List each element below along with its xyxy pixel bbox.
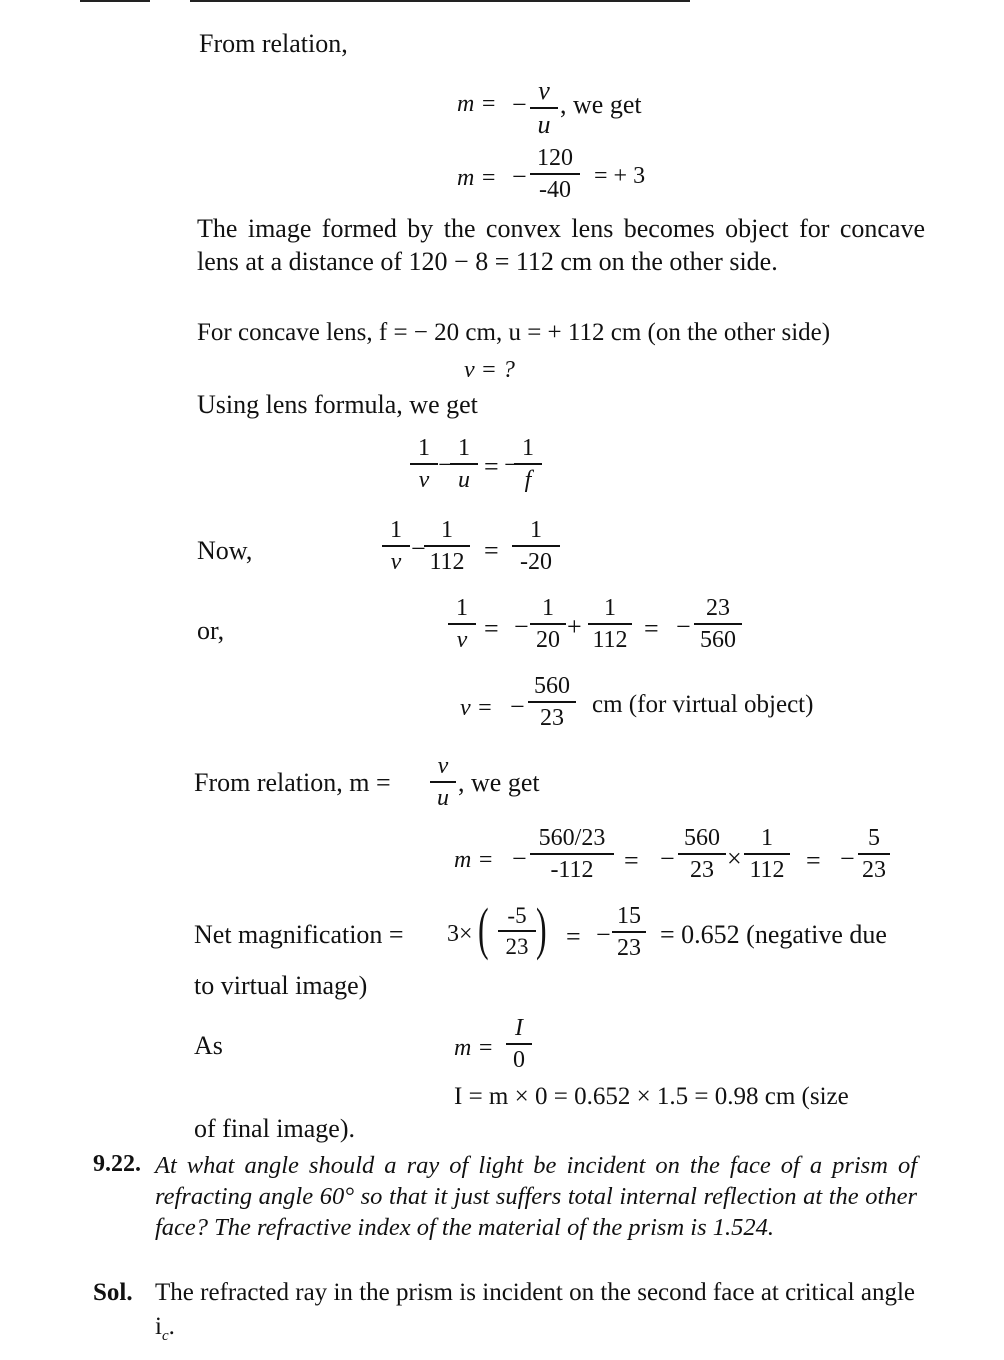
or-frac-v xyxy=(448,596,476,652)
m2-d2: 23 xyxy=(690,857,714,883)
m2-frac-3 xyxy=(744,826,790,882)
m2-frac-1 xyxy=(530,826,614,882)
now-112: 112 xyxy=(429,549,465,575)
net-label: Net magnification = xyxy=(194,920,404,949)
or-v: v xyxy=(456,627,468,653)
now-frac-v xyxy=(382,518,410,574)
lens-v: v xyxy=(418,467,430,493)
v-unknown: v = ? xyxy=(464,357,515,383)
solution-end: . xyxy=(168,1313,175,1340)
m2-n2: 560 xyxy=(684,825,720,851)
now-v: v xyxy=(390,549,402,575)
or-20: 20 xyxy=(536,627,560,653)
left-paren: ( xyxy=(478,896,489,961)
or-minus-1: − xyxy=(514,612,529,641)
lens-formula-line: Using lens formula, we get xyxy=(197,390,478,419)
or-minus-2: − xyxy=(676,612,691,641)
v-eq-lhs: v = xyxy=(460,695,493,721)
now-eq-sign: = xyxy=(484,536,499,565)
m2-d3: 112 xyxy=(749,857,785,883)
lens-minus: − xyxy=(438,450,453,479)
as-label: As xyxy=(194,1031,223,1060)
net-frac-15 xyxy=(612,904,646,960)
or-frac-20 xyxy=(530,596,566,652)
lens-one: 1 xyxy=(522,435,534,461)
or-frac-112 xyxy=(588,596,632,652)
or-112: 112 xyxy=(592,627,628,653)
m2-d4: 23 xyxy=(862,857,886,883)
top-rule-right xyxy=(190,0,690,2)
solution-body: The refracted ray in the prism is incident on the second face at critical angle i xyxy=(155,1279,915,1340)
net-minus: − xyxy=(596,920,611,949)
eq1-minus: − xyxy=(512,90,527,119)
eq1-lhs: m = xyxy=(457,91,497,117)
or-one: 1 xyxy=(604,595,616,621)
lens-one: 1 xyxy=(418,435,430,461)
or-one: 1 xyxy=(542,595,554,621)
m2-d1: -112 xyxy=(550,857,594,883)
or-frac-560 xyxy=(694,596,742,652)
v-eq-num: 560 xyxy=(534,673,570,699)
net-continuation: to virtual image) xyxy=(194,971,368,1000)
m2-times: × xyxy=(727,844,742,873)
from-relation-text: From relation, xyxy=(199,29,348,58)
or-plus: + xyxy=(567,612,582,641)
as-den: 0 xyxy=(513,1047,525,1073)
as-eq-lhs: m = xyxy=(454,1035,494,1061)
m2-lhs: m = xyxy=(454,847,494,873)
net-three-times: 3× xyxy=(447,921,473,947)
rel2-tail: , we get xyxy=(458,768,540,797)
m2-minus-1: − xyxy=(512,844,527,873)
m2-minus-2: − xyxy=(660,844,675,873)
or-one: 1 xyxy=(456,595,468,621)
m2-n3: 1 xyxy=(761,825,773,851)
right-paren: ) xyxy=(536,896,547,961)
or-560: 560 xyxy=(700,627,736,653)
rel2-num: v xyxy=(437,753,449,779)
now-frac-20 xyxy=(512,518,560,574)
or-23: 23 xyxy=(706,595,730,621)
lens-minus-f: − xyxy=(504,450,519,479)
rel2-den: u xyxy=(437,785,449,811)
eq1-fraction xyxy=(530,78,558,138)
as-num: I xyxy=(515,1015,523,1041)
m2-eq-2: = xyxy=(806,846,821,875)
solution-label: Sol. xyxy=(93,1279,133,1306)
v-eq-minus: − xyxy=(510,692,525,721)
final-image-line: of final image). xyxy=(194,1114,355,1143)
eq2-fraction xyxy=(530,146,580,202)
m2-minus-3: − xyxy=(840,844,855,873)
now-one: 1 xyxy=(390,517,402,543)
now-one: 1 xyxy=(441,517,453,543)
now-neg20: -20 xyxy=(520,549,552,575)
net-paren-fraction xyxy=(498,904,536,958)
rel2-fraction xyxy=(430,754,456,810)
v-eq-den: 23 xyxy=(540,705,564,731)
net-23: 23 xyxy=(617,935,641,961)
lens-u: u xyxy=(458,467,470,493)
critical-subscript: c xyxy=(161,1328,169,1344)
net-pd: 23 xyxy=(505,934,529,959)
image-size-line: I = m × 0 = 0.652 × 1.5 = 0.98 cm (size xyxy=(454,1083,849,1110)
net-15: 15 xyxy=(617,903,641,929)
or-label: or, xyxy=(197,616,225,645)
question-number: 9.22. xyxy=(93,1151,141,1177)
lens-eq-sign: = xyxy=(484,452,499,481)
eq2-lhs: m = xyxy=(457,165,497,191)
top-rule-left xyxy=(80,0,150,2)
lens-frac-u xyxy=(450,436,478,492)
eq2-num: 120 xyxy=(537,145,573,171)
eq2-minus: − xyxy=(512,162,527,191)
eq2-rhs: = + 3 xyxy=(594,163,646,189)
solution-text xyxy=(155,1276,915,1353)
or-eq-sign-2: = xyxy=(644,614,659,643)
as-fraction xyxy=(506,1016,532,1072)
net-tail: = 0.652 (negative due xyxy=(660,920,887,949)
lens-one: 1 xyxy=(458,435,470,461)
m2-frac-2 xyxy=(678,826,726,882)
question-text: At what angle should a ray of light be incident on the face of a prism of refracting angle 60° so that it just suffers total internal reflection at the other face? The refractive index of the material of the prism is 1.524. xyxy=(155,1152,917,1241)
m2-n1: 560/23 xyxy=(538,825,606,851)
m2-n4: 5 xyxy=(868,825,880,851)
lens-frac-f xyxy=(514,436,542,492)
eq1-den: u xyxy=(537,110,551,139)
now-label: Now, xyxy=(197,536,253,565)
now-minus: − xyxy=(411,534,426,563)
eq1-tail: , we get xyxy=(560,90,642,119)
now-frac-112 xyxy=(424,518,470,574)
lens-f: f xyxy=(524,467,532,493)
eq1-num: v xyxy=(538,76,550,105)
concave-lens-line: For concave lens, f = − 20 cm, u = + 112 cm (on the other side) xyxy=(197,319,831,346)
m2-eq-1: = xyxy=(624,846,639,875)
lens-frac-v xyxy=(410,436,438,492)
v-eq-fraction xyxy=(528,674,576,730)
v-eq-tail: cm (for virtual object) xyxy=(592,691,814,718)
m2-frac-4 xyxy=(858,826,890,882)
rel2-text: From relation, m = xyxy=(194,768,391,797)
image-paragraph: The image formed by the convex lens becomes object for concave lens at a distance of 120 − 8 = 112 cm on the other side. xyxy=(197,214,925,276)
now-one: 1 xyxy=(530,517,542,543)
or-eq-sign-1: = xyxy=(484,614,499,643)
net-pn: -5 xyxy=(507,903,527,928)
net-eq: = xyxy=(566,922,581,951)
eq2-den: -40 xyxy=(539,177,571,203)
